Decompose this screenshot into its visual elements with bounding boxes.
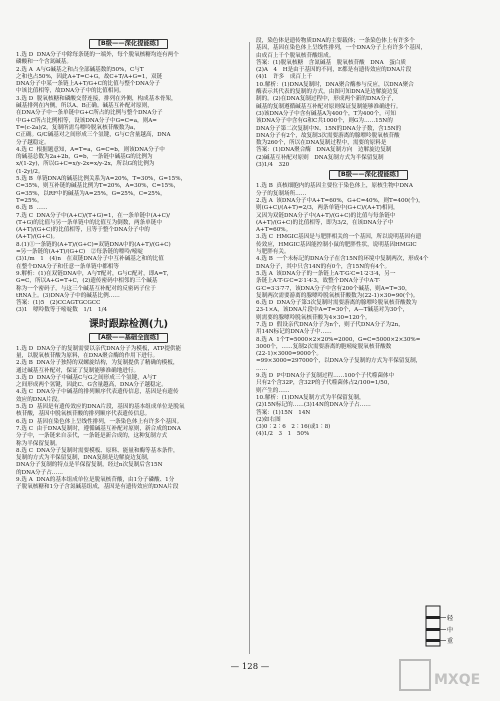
text-line: 复制的方式为半保留复制，DNA复制是边解旋边复制， [16,455,153,462]
band-middle [427,628,440,631]
text-line: 的碱基总数为2a+2b，G=b，一条链中碱基G的比例为 [16,154,153,161]
text-line: x/(1-2y)，所以G+C=x/y-2x=x/y-2x，所以G的比例为 [16,161,155,168]
page-number: — 128 — [230,662,270,672]
text-line: 10.解析：(1)DNA复制时，DNA聚合酶参与反应，以DNA聚合 [256,81,414,88]
text-line: 4.选 C 根据题意知，A=T=a，G=C=b，则该DNA分子中 [16,146,165,153]
text-line: 5.选 D 基因是有遗传效应的DNA片段，基因的基本组成单位是脱氧 [16,404,185,411]
label-light: 轻 [447,615,454,622]
band-heavy [427,639,440,642]
text-line: tRNA上。(3)DNA分子中的碱基比例…… [16,292,120,299]
right-column [256,38,481,439]
text-line: 复制两次需要游离的腺嘌呤脱氧核苷酸数为(22-1)×30=90(个)。 [256,292,419,299]
text-line: 基因，基因在染色体上呈线性排列，一个DNA分子上有许多个基因， [256,45,427,52]
text-line: A+T=60%。 [256,227,292,234]
text-line: (T+G)的比值与另一条单链中的比值互为倒数，两条单链中 [16,219,162,226]
text-line: 酶表示其代表的复制的方式，由图可知DNA是边解旋边复 [256,89,399,96]
text-line: 7.选 C 由于DNA复制时，遵循碱基互补配对原则，新合成的DNA [16,425,181,432]
column-divider [249,42,250,654]
text-line: 6.选 D 基因在染色体上呈线性排列，一条染色体上有许多个基因。 [16,418,183,425]
text-line: 2.选 A A与G碱基之和占全部碱基数的50%，C与T [16,66,144,73]
text-line: 9.选 D P中DNA分子复制过程……100个子代噬菌体中 [256,373,395,380]
text-line: 7.选 C DNA分子中(A+C)/(T+G)=1，在一条单链中(A+C)/ [16,212,170,219]
text-line: 答案：(1)DNA聚合酶 DNA复制方向 边解旋边复制 [256,147,392,154]
text-line: 由成百上千个脱氧核苷酸组成。 [256,52,335,59]
text-line: 23-1×A，该DNA片段中A=T=30个，A—T碱基对为30个， [256,307,409,314]
right-answer-block-1 [256,38,481,169]
text-line: G=35%，以RF中的碱基为A=25%，G=25%，C=25%， [16,190,166,197]
text-line: 9.选 A DNA的基本组成单位是脱氧核苷酸，由1分子磷酸、1分 [16,477,175,484]
text-line: (3)该DNA分子中含有碱基A为400个，T为400个，可知 [256,110,396,117]
text-line: 则产生的…… [256,387,290,394]
text-line: 3.选 D DNA分子中碱基C与G之间形成三个氢键，A与T [16,374,157,381]
text-line: 9.解析：(1)在双链DNA中，A与T配对，G与C配对，即A=T， [16,270,173,277]
text-line: DNA分子有2个，故复制3次需要游离的腺嘌呤脱氧核苷酸 [256,132,400,139]
text-line: 7.选 D 假设亲代DNA分子为n个，则子代DNA分子为2n， [256,321,404,328]
section-banner-a-level: [A级——基础全面练] [16,333,241,343]
text-line: 传效应，HMGIC基因能控制小鼠的肥胖性状，说明基因HMGIC [256,241,417,248]
text-line: 3.选 C HMGIC基因是与肥胖相关的一个基因，所以说明基因有遗 [256,234,422,241]
text-line: 答案：(1)脱氧核糖 含氮碱基 脱氧核苷酸 DNA 蛋白质 [256,59,406,66]
text-line: G=C，所以A+G=T+C，(2)遗传密码中相邻的三个碱基 [16,278,158,285]
text-line: 子脱氧核糖和1分子含氮碱基组成，基因是有遗传效应的DNA片段 [16,484,179,491]
text-line: 分子中，一条链来自亲代，一条链是新合成的，这种复制方式 [16,433,168,440]
text-line: (4)1 许多 成百上千 [256,74,313,81]
text-line: 称为半保留复制。 [16,440,61,447]
text-line: 分子越稳定。 [16,139,50,146]
text-line: 条链上A∶T∶G∶C=2∶1∶4∶3，故整个DNA分子中A∶T∶ [256,278,381,285]
text-line: 碱基排列在内侧，所以A、B正确。碱基互补配对原则， [16,103,153,110]
text-line: DNA分子复制的特点是半保留复制，经过n次复制后含15N [16,462,163,469]
text-line: 1.选 D DNA分子中除每条链的一端外，每个脱氧核糖均连有两个 [16,52,179,58]
text-line: DNA分子，其中只含14N的有0个，含15N的有4个。 [256,263,391,270]
text-line: 在DNA分子中一条单链中G+C所占的比例与整个DNA分子 [16,110,163,117]
text-line: (A+T)/(G+C)的比值相等，即为3/2，在该DNA分子中 [256,219,394,226]
text-line: 1.选 B 真核细胞内的基因主要位于染色体上，原核生物中DNA [256,183,413,190]
text-line: (A+T)/(G+C)的比值相等，且等于整个DNA分子中的 [16,227,150,234]
text-line: (2)如右图 [256,416,281,423]
text-line: 碱基的复制遵循碱基互补配对原则保证复制能够准确进行。 [256,103,402,110]
text-line: (3)1/4 320 [256,162,290,169]
text-line: T=(c-2a)/2，复制所需鸟嘌呤脱氧核苷酸数为a， [16,124,139,131]
text-line: 与肥胖有关。 [256,249,290,256]
text-line: (1-2y)/2。 [16,168,44,175]
text-line: T=25%。 [16,197,43,204]
text-line: 2.选 B DNA分子独特的双螺旋结构，为复制提供了精确的模板， [16,360,179,367]
text-line: 2.选 A 该DNA分子中A+T=60%，G+C=40%，则T=400(个)， [256,197,424,204]
text-line: 5.选 A 该DNA分子的一条链上A∶T∶G∶C=1∶2∶3∶4，另一 [256,270,396,277]
text-line: (22-1)×3000=9000个。 [256,351,322,358]
band-light [427,616,440,619]
section-banner-b-level: [B级——深化提能练] [16,39,241,49]
text-line: 只有2个含32P，含32P的子代噬菌体占2/100=1/50， [256,380,394,387]
text-line: 4.选 B 一个未标记的DNA分子在含15N的环境中复制两次，形成4个 [256,256,429,263]
text-line: 4.选 C DNA分子中碱基的排列顺序代表遗传信息，基因是有遗传 [16,389,179,396]
text-line: (4)1/2 3 1 50% [256,431,310,438]
text-line: 8.选 C DNA分子复制时需要模板、原料、能量和酶等基本条件， [16,447,179,454]
text-line: 段，染色体是遗传物质DNA的主要载体；一条染色体上有许多个 [256,38,415,44]
text-line: …… [256,365,268,372]
text-line: 中该比值相等，故DNA分子中的比值相同。 [16,88,125,95]
text-line: G∶C=3∶3∶7∶7，该DNA分子中含有200个碱基，则A=T=30， [256,285,411,292]
text-line: (A+T)/(G+C)。 [16,234,59,241]
text-line: 3000个，……复制2次需要游离的胞嘧啶脱氧核苷酸数 [256,343,392,350]
text-line: 之和也占50%，因此A+T=C+G，故C+T/A+G=1，双链 [16,73,163,80]
text-line: 量，以脱氧核苷酸为原料，在DNA聚合酶的作用下进行。 [16,352,159,359]
page-title: 课时跟踪检测(九) [88,318,169,330]
text-line: 在整个DNA分子和任意一条单链中都相等 [16,263,119,270]
text-line: 分子的复制场所…… [256,190,307,197]
text-line: =另一条链的(A+T)/(G+C) ②每条链的嘌呤/嘧啶 [16,249,143,256]
text-line: 称为一个密码子，与这三个碱基互补配对的反密码子位于 [16,285,156,292]
section-banner-b-level-right: [B级——深化提能练] [256,170,481,180]
text-line: 核苷酸，基因中脱氧核苷酸的排列顺序代表遗传信息。 [16,411,151,418]
text-line: 磷酸和一个含氮碱基。 [16,59,72,66]
text-line: (3)1 嘌呤数等于嘧啶数 1/1 1/4 [16,307,108,314]
text-line: (3)1/m 1 (4)n 在双链DNA分子中互补碱基之和的比值 [16,256,164,263]
text-line: (2)A 4 H是由于基因的不同，E都是有遗传效应的DNA片段 [256,67,412,74]
text-line: C=35%，则互补链的碱基比例为T=20%，A=30%，C=15%， [16,183,180,190]
text-line: 6.选 B …… [16,205,48,212]
label-middle: 中 [447,627,454,634]
text-line: =99×3000=297000个，以DNA分子复制的方式为半保留复制， [256,358,422,365]
text-line: 答案：(1)15N 14N [256,409,311,416]
text-line: 用14N标记的DNA分子中…… [256,329,332,336]
text-line: (2)15N标记的……(3)14N的DNA分子占…… [256,402,371,409]
text-line: 通过碱基互补配对，保证了复制能够准确地进行。 [16,367,140,374]
text-line: 之间形成两个氢键，因此C、G含量越高，DNA分子越稳定。 [16,382,167,389]
text-line: 的DNA分子占…… [16,469,63,476]
watermark-logo [398,656,494,696]
page-content [16,38,486,658]
right-answer-block-2 [256,183,481,438]
text-line: 效应的DNA片段。 [16,396,63,403]
text-line: 答案：(1)5 (2)CCAGTGCGCC [16,300,101,307]
centrifuge-tube-figure [410,604,460,650]
text-line: DNA分子第二次复制中N、15N的DNA分子数，含15N的 [256,125,402,132]
left-answer-block-1 [16,52,241,315]
text-line: (2)碱基互补配对原则 DNA复制方式为半保留复制 [256,154,384,161]
text-line: 数为260个，所以在DNA复制过程中，需要的原料是 [256,140,387,147]
text-line: 又因为双链DNA分子中(A+T)/(G+C)的比值与每条链中 [256,212,396,219]
left-column [16,38,241,492]
text-line: 该DNA分子中含有G和C共1000个，则G为……15N的 [256,118,393,125]
text-line: 则需要的腺嘌呤脱氧核苷酸为4×30=120个。 [256,314,371,321]
text-line: 6.选 D DNA分子第3次复制时需要游离的腺嘌呤脱氧核苷酸数为 [256,300,417,307]
text-line: 1.选 D DNA分子的复制需要以亲代DNA分子为模板，ATP提供能 [16,345,182,352]
text-line: 5.选 B 单链DNA的碱基比例关系为A=20%，T=30%，G=15%， [16,176,187,183]
text-line: 中G+C所占比例相等，设该DNA分子中G=C=a，则A= [16,117,157,124]
text-line: 8.选 A 1个T=5000×2×20%=2000，G=C=5000×2×30%= [256,336,421,343]
text-line: C正确。G/C碱基对之间形成三个氢键，G与C含量越高，DNA [16,132,171,139]
text-line: DNA分子中某一条链上A+T/G+C的比值与整个DNA分子 [16,81,161,88]
text-line: 制的。(2)在DNA复制过程中，形成两个新的DNA分子， [256,96,398,103]
text-line: 8.(1)①一条链的(A+T)/(G+C)=双链DNA中的(A+T)/(G+C) [16,241,171,248]
svg-text:MXQE: MXQE [434,672,481,688]
text-line: 10.解析：(1)DNA复制方式为半保留复制， [256,394,365,401]
text-line: 3.选 D 脱氧核糖和磷酸交替连接，排列在外侧，构成基本骨架， [16,95,177,102]
text-line: 则(G+C)/(A+T)=2/3，两条单链中(G+C)/(A+T)相同， [256,205,399,212]
left-answer-block-2 [16,346,241,492]
label-heavy: 重 [447,638,454,645]
text-line: (3)0∶2∶6 2∶16(或1∶8) [256,424,331,431]
